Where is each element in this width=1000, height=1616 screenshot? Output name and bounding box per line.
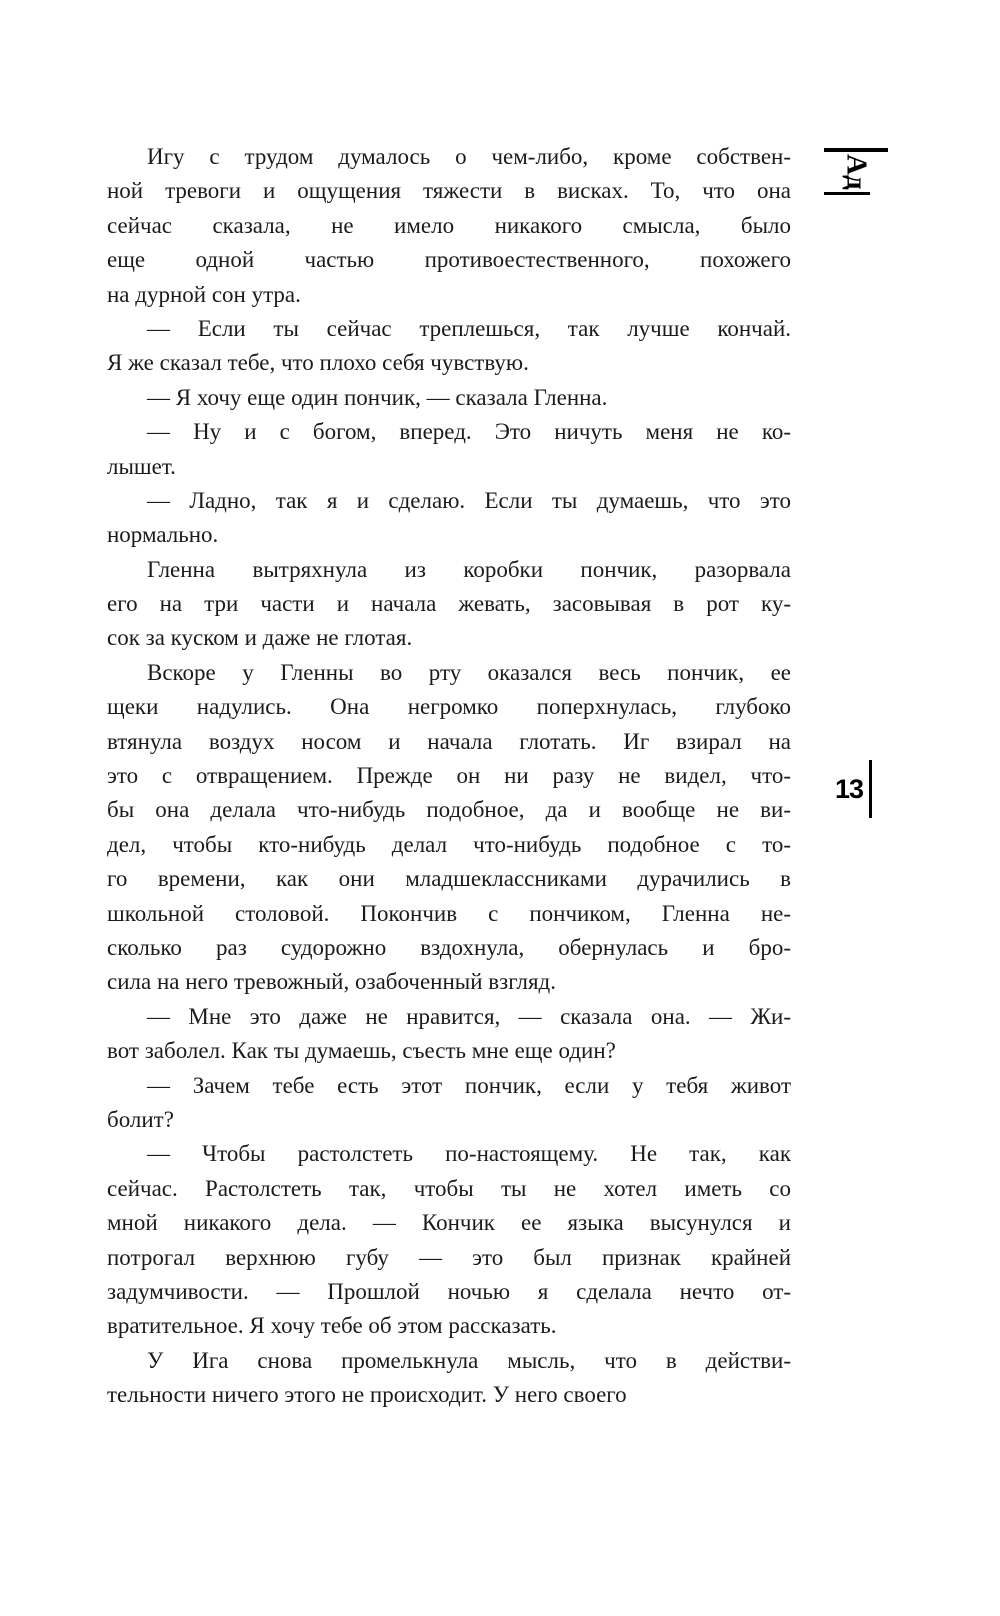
- paragraph: [107, 381, 791, 415]
- text-block: [107, 140, 791, 1412]
- text-line: втянула воздух носом и начала глотать. Иг взирал на: [107, 728, 791, 754]
- text-line: сейчас сказала, не имело никакого смысла, было: [107, 212, 791, 238]
- page-number: 13: [834, 773, 863, 804]
- text-line: — Я хочу еще один пончик, — сказала Гленна.: [147, 384, 608, 410]
- text-line: потрогал верхнюю губу — это был признак крайней: [107, 1244, 791, 1270]
- text-line: — Мне это даже не нравится, — сказала она. — Жи-: [147, 1003, 791, 1029]
- text-line: еще одной частью противоестественного, похожего: [107, 247, 791, 273]
- text-line: — Ну и с богом, вперед. Это ничуть меня не ко-: [147, 419, 791, 445]
- paragraph: [107, 140, 791, 312]
- text-line: дел, чтобы кто-нибудь делал что-нибудь подобное с то-: [107, 831, 791, 857]
- text-line: щеки надулись. Она негромко поперхнулась, глубоко: [107, 694, 791, 720]
- running-header: Ад: [840, 154, 873, 190]
- paragraph: [107, 1069, 791, 1138]
- header-rule-bottom: [824, 192, 870, 195]
- text-line: Вскоре у Гленны во рту оказался весь пончик, ее: [147, 659, 791, 685]
- text-line: вратительное. Я хочу тебе об этом рассказать.: [107, 1313, 557, 1339]
- text-line: — Ладно, так я и сделаю. Если ты думаешь, что это: [147, 487, 791, 513]
- text-line: — Чтобы растолстеть по-настоящему. Не так, как: [147, 1141, 791, 1167]
- paragraph: [107, 484, 791, 553]
- text-line: Я же сказал тебе, что плохо себя чувствую.: [107, 350, 529, 376]
- text-line: Гленна вытряхнула из коробки пончик, разорвала: [147, 556, 791, 582]
- text-line: го времени, как они младшеклассниками дурачились в: [107, 866, 791, 892]
- text-line: сколько раз судорожно вздохнула, обернулась и бро-: [107, 934, 791, 960]
- paragraph: [107, 1344, 791, 1413]
- paragraph: [107, 312, 791, 381]
- text-line: ной тревоги и ощущения тяжести в висках. То, что она: [107, 178, 791, 204]
- text-line: — Зачем тебе есть этот пончик, если у тебя живот: [147, 1072, 791, 1098]
- paragraph: [107, 553, 791, 656]
- text-line: задумчивости. — Прошлой ночью я сделала нечто от-: [107, 1278, 791, 1304]
- text-line: — Если ты сейчас треплешься, так лучше кончай.: [147, 315, 791, 341]
- text-line: на дурной сон утра.: [107, 281, 301, 307]
- text-line: Игу с трудом думалось о чем-либо, кроме собствен-: [147, 144, 791, 169]
- text-line: У Ига снова промелькнула мысль, что в действи-: [147, 1347, 791, 1373]
- text-line: мной никакого дела. — Кончик ее языка высунулся и: [107, 1210, 791, 1236]
- text-line: его на три части и начала жевать, засовывая в рот ку-: [107, 591, 791, 617]
- text-line: сила на него тревожный, озабоченный взгляд.: [107, 969, 557, 995]
- text-line: сейчас. Растолстеть так, чтобы ты не хотел иметь со: [107, 1175, 791, 1201]
- text-line: школьной столовой. Покончив с пончиком, Гленна не-: [107, 900, 791, 926]
- paragraph: [107, 415, 791, 484]
- paragraph: [107, 656, 791, 1000]
- text-line: нормально.: [107, 522, 219, 548]
- running-header-block: [824, 148, 888, 195]
- header-rule-top: [824, 148, 888, 152]
- text-line: бы она делала что-нибудь подобное, да и вообще не ви-: [107, 797, 791, 823]
- text-line: это с отвращением. Прежде он ни разу не видел, что-: [107, 763, 791, 789]
- paragraph: [107, 1000, 791, 1069]
- text-line: лышет.: [107, 453, 176, 479]
- text-line: болит?: [107, 1106, 174, 1132]
- text-line: тельности ничего этого не происходит. У него своего: [107, 1382, 627, 1408]
- text-line: сок за куском и даже не глотая.: [107, 625, 413, 651]
- page-number-block: [835, 760, 872, 818]
- page-number-rule: [869, 760, 872, 818]
- paragraph: [107, 1137, 791, 1343]
- text-line: вот заболел. Как ты думаешь, съесть мне еще один?: [107, 1038, 616, 1064]
